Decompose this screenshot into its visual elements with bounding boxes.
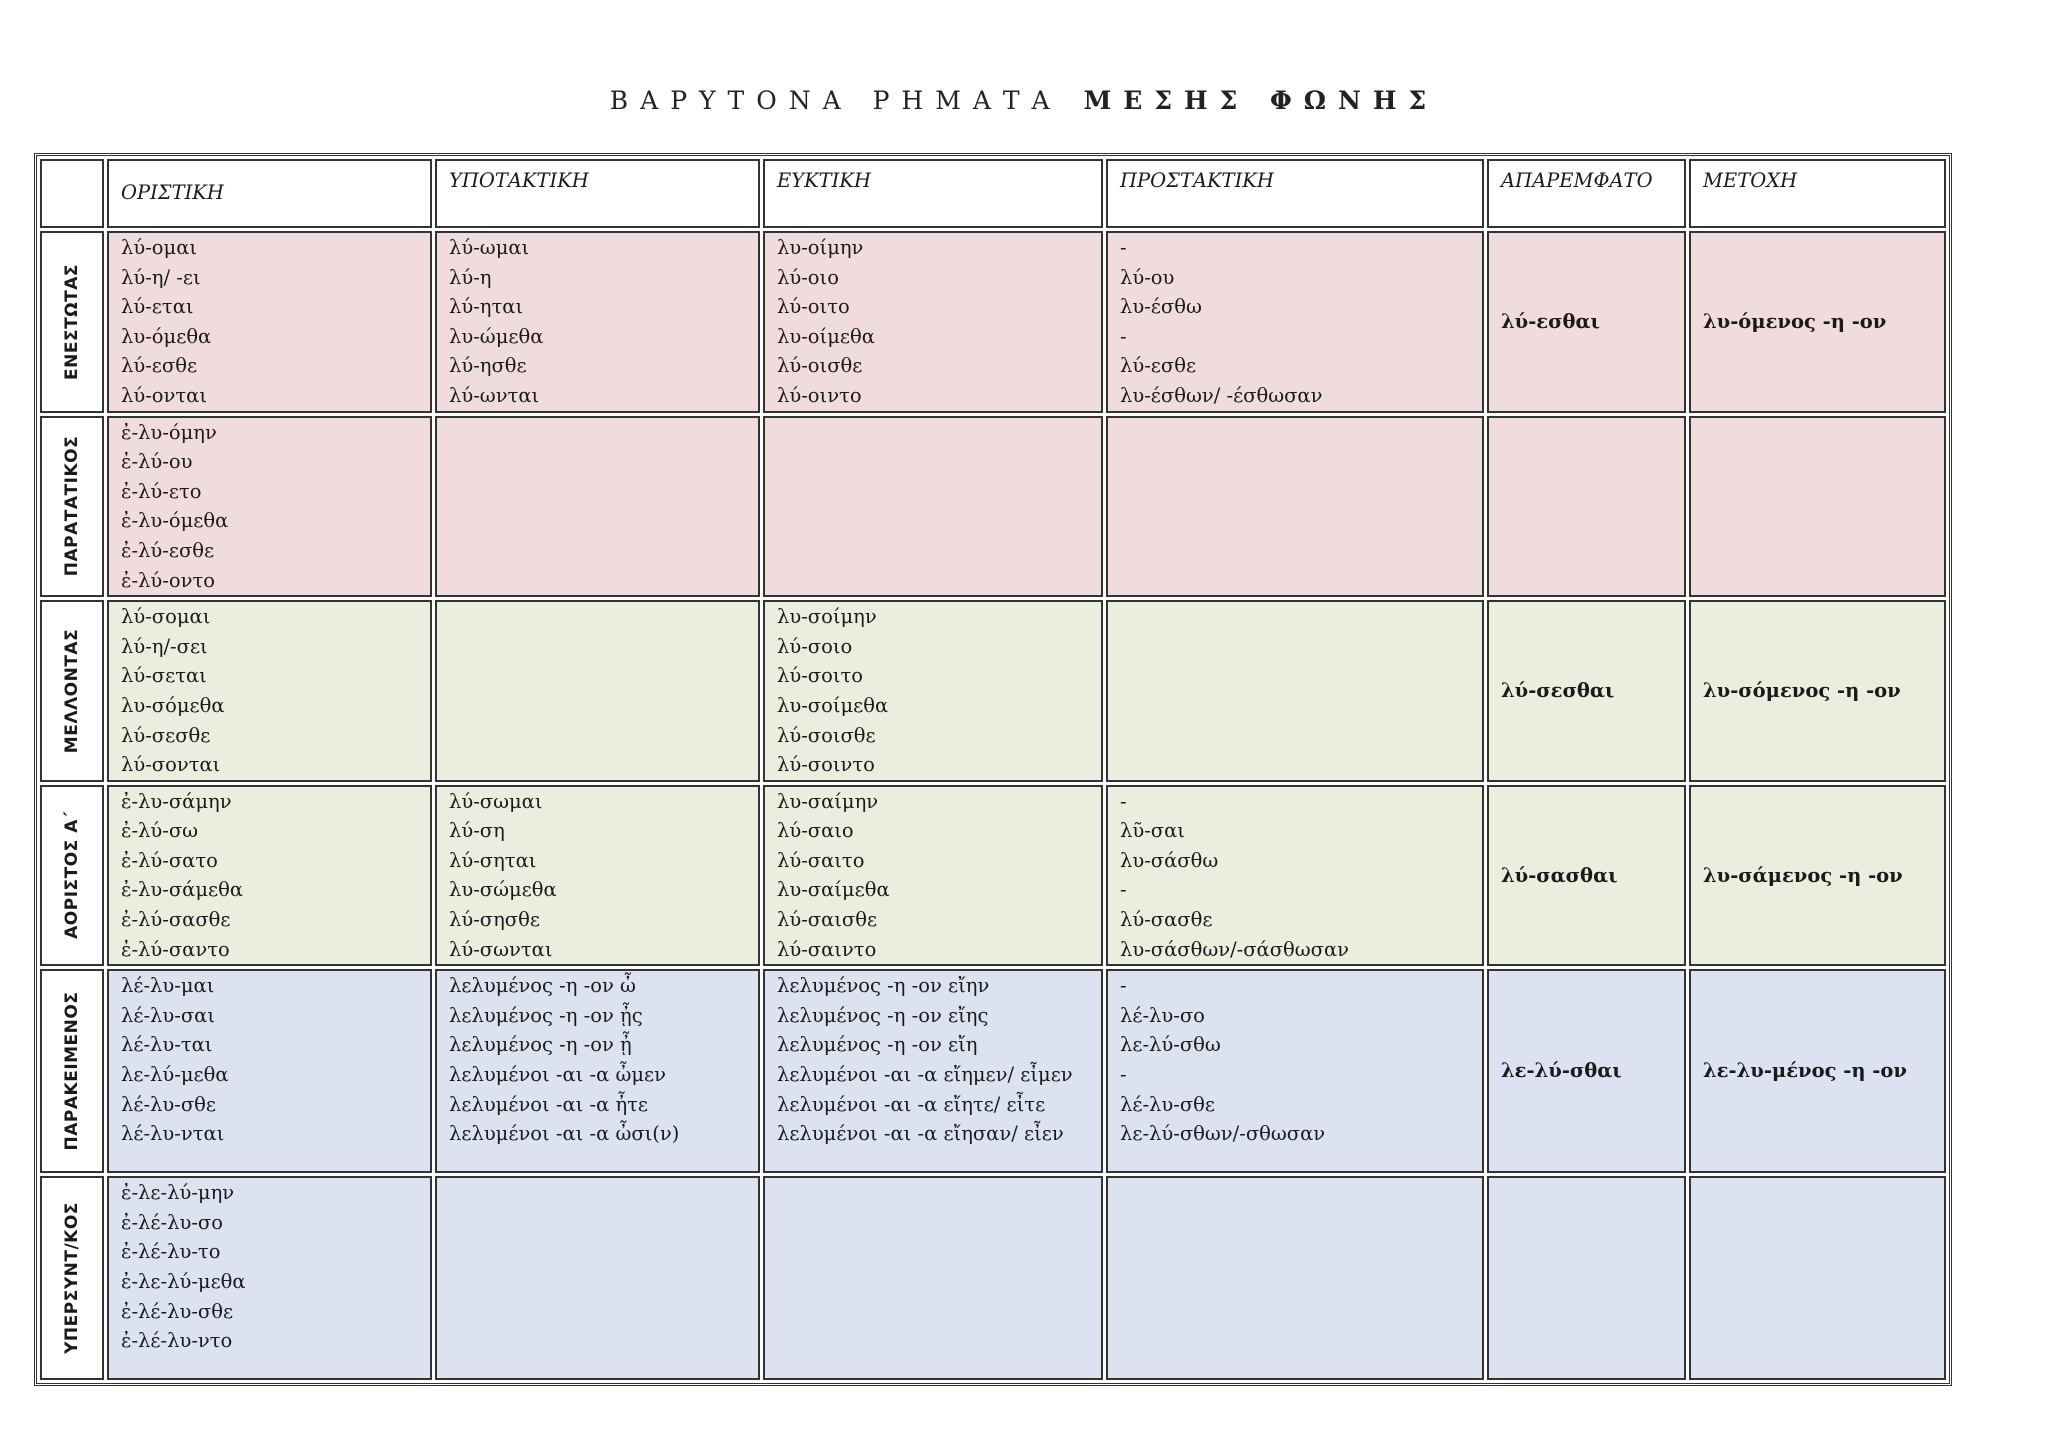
tense-label-cell xyxy=(40,231,104,413)
form-line: λύ-σαιο xyxy=(777,819,854,843)
form-line: λυ-σόμεθα xyxy=(121,693,225,717)
form-value: λύ-εσθαι xyxy=(1501,309,1600,333)
form-line: λύ-ου xyxy=(1120,265,1175,289)
form-line: λε-λύ-σθων/-σθωσαν xyxy=(1120,1122,1326,1146)
cell-euktiki xyxy=(763,969,1103,1173)
form-line: λελυμένος -η -ον ὦ xyxy=(449,974,636,998)
cell-oristiki xyxy=(107,785,432,967)
form-line: λύ-σησθε xyxy=(449,908,540,932)
form-line: λελυμένος -η -ον ᾖ xyxy=(449,1033,632,1057)
form-value: λυ-όμενος -η -ον xyxy=(1703,309,1887,333)
cell-ypotaktiki xyxy=(435,785,760,967)
form-line: λύ-σωνται xyxy=(449,937,553,961)
form-line: λύ-σεται xyxy=(121,664,207,688)
form-line: λύ-ηται xyxy=(449,295,524,319)
cell-ypotaktiki xyxy=(435,600,760,782)
cell-oristiki xyxy=(107,969,432,1173)
form-line: λυ-σοίμην xyxy=(777,605,877,629)
tense-label: ΥΠΕΡΣΥΝΤ/ΚΟΣ xyxy=(62,1202,82,1355)
form-line: - xyxy=(1120,324,1127,348)
cell-euktiki xyxy=(763,600,1103,782)
form-line: ἐ-λύ-ου xyxy=(121,450,193,474)
form-line: λύ-οιτο xyxy=(777,295,850,319)
form-line: λελυμένος -η -ον ᾖς xyxy=(449,1003,643,1027)
form-line: λύ-εσθε xyxy=(121,354,198,378)
form-line: - xyxy=(1120,236,1127,259)
form-line: λυ-ώμεθα xyxy=(449,324,544,348)
form-line: ἐ-λέ-λυ-σο xyxy=(121,1210,223,1234)
form-line: λυ-σοίμεθα xyxy=(777,693,889,717)
form-line: ἐ-λύ-σασθε xyxy=(121,908,231,932)
tense-row xyxy=(40,231,1946,413)
form-line: λυ-σάσθω xyxy=(1120,848,1219,872)
form-line: λυ-έσθω xyxy=(1120,295,1202,319)
tense-row xyxy=(40,600,1946,782)
form-line: λε-λύ-μεθα xyxy=(121,1063,229,1087)
form-line: λύ-σασθε xyxy=(1120,908,1213,932)
form-line: λύ-σαισθε xyxy=(777,908,878,932)
cell-euktiki xyxy=(763,1176,1103,1380)
form-line: λύ-η/ -ει xyxy=(121,265,201,289)
cell-aparemfato xyxy=(1487,785,1686,967)
page-title xyxy=(0,86,2048,115)
cell-aparemfato xyxy=(1487,416,1686,598)
table-body xyxy=(40,231,1946,1380)
form-line: λύ-οιντο xyxy=(777,383,862,407)
form-line: λύ-σωμαι xyxy=(449,789,543,813)
form-line: λέ-λυ-ται xyxy=(121,1033,213,1057)
tense-label-cell xyxy=(40,1176,104,1380)
cell-ypotaktiki xyxy=(435,231,760,413)
form-line: ἐ-λύ-σω xyxy=(121,819,199,843)
form-line: ἐ-λύ-σαντο xyxy=(121,937,230,961)
form-line: λελυμένοι -αι -α ὦσι(ν) xyxy=(449,1122,680,1146)
cell-prostaktiki xyxy=(1106,785,1484,967)
form-line: λε-λύ-σθω xyxy=(1120,1033,1221,1057)
form-line: λελυμένοι -αι -α εἴημεν/ εἶμεν xyxy=(777,1063,1073,1087)
cell-oristiki xyxy=(107,416,432,598)
form-value: λε-λυ-μένος -η -ον xyxy=(1703,1059,1907,1083)
form-line: ἐ-λύ-οντο xyxy=(121,568,215,592)
form-line: ἐ-λύ-εσθε xyxy=(121,538,215,562)
tense-label: ΕΝΕΣΤΩΤΑΣ xyxy=(62,263,82,380)
cell-oristiki xyxy=(107,231,432,413)
form-line: λυ-έσθων/ -έσθωσαν xyxy=(1120,383,1323,407)
form-line: ἐ-λε-λύ-μην xyxy=(121,1181,235,1205)
tense-label: ΠΑΡΑΚΕΙΜΕΝΟΣ xyxy=(62,991,82,1151)
form-line: ἐ-λε-λύ-μεθα xyxy=(121,1270,246,1294)
cell-prostaktiki xyxy=(1106,231,1484,413)
cell-prostaktiki xyxy=(1106,969,1484,1173)
form-line: λύ-σοιο xyxy=(777,634,853,658)
form-line: λύ-σονται xyxy=(121,753,221,777)
form-line: ἐ-λύ-σατο xyxy=(121,848,218,872)
tense-row xyxy=(40,1176,1946,1380)
form-line: λέ-λυ-νται xyxy=(121,1122,225,1146)
form-line: λύ-σοιντο xyxy=(777,753,875,777)
form-line: λύ-εσθε xyxy=(1120,354,1197,378)
tense-label-cell xyxy=(40,416,104,598)
cell-euktiki xyxy=(763,231,1103,413)
cell-euktiki xyxy=(763,416,1103,598)
form-line: λύ-σεσθε xyxy=(121,723,211,747)
cell-metoxi xyxy=(1689,600,1946,782)
form-line: λῦ-σαι xyxy=(1120,819,1185,843)
form-line: ἐ-λυ-όμην xyxy=(121,420,217,444)
cell-oristiki xyxy=(107,1176,432,1380)
form-line: λύ-σοιτο xyxy=(777,664,864,688)
tense-row xyxy=(40,969,1946,1173)
form-line: ἐ-λυ-σάμην xyxy=(121,789,232,813)
form-line: λέ-λυ-σαι xyxy=(121,1003,215,1027)
form-line: λύ-ωμαι xyxy=(449,236,530,259)
form-line: λυ-οίμεθα xyxy=(777,324,875,348)
form-line: λυ-σάσθων/-σάσθωσαν xyxy=(1120,937,1350,961)
cell-metoxi xyxy=(1689,231,1946,413)
tense-label: ΜΕΛΛΟΝΤΑΣ xyxy=(62,628,82,754)
corner-cell xyxy=(40,159,104,228)
form-value: λυ-σάμενος -η -ον xyxy=(1703,863,1903,887)
header-euktiki: ΕΥΚΤΙΚΗ xyxy=(763,159,1103,228)
form-line: λελυμένοι -αι -α εἴητε/ εἶτε xyxy=(777,1092,1046,1116)
form-line: λύ-η xyxy=(449,265,492,289)
tense-row xyxy=(40,416,1946,598)
form-value: λε-λύ-σθαι xyxy=(1501,1059,1622,1083)
form-value: λύ-σεσθαι xyxy=(1501,679,1615,703)
cell-ypotaktiki xyxy=(435,1176,760,1380)
cell-prostaktiki xyxy=(1106,600,1484,782)
form-line: λυ-σαίμεθα xyxy=(777,878,890,902)
form-line: λύ-οιο xyxy=(777,265,839,289)
tense-label-cell xyxy=(40,785,104,967)
cell-ypotaktiki xyxy=(435,416,760,598)
form-line: λέ-λυ-σθε xyxy=(121,1092,217,1116)
header-metoxi: ΜΕΤΟΧΗ xyxy=(1689,159,1946,228)
tense-label: ΑΟΡΙΣΤΟΣ Α΄ xyxy=(62,811,82,940)
form-line: λελυμένος -η -ον εἴης xyxy=(777,1003,989,1027)
form-line: λύ-σαιντο xyxy=(777,937,877,961)
form-line: ἐ-λέ-λυ-σθε xyxy=(121,1299,234,1323)
form-line: λέ-λυ-μαι xyxy=(121,974,215,998)
form-line: λυ-σαίμην xyxy=(777,789,879,813)
form-line: - xyxy=(1120,974,1127,998)
form-line: λελυμένοι -αι -α ἦτε xyxy=(449,1092,649,1116)
conjugation-table-frame xyxy=(34,153,1952,1386)
form-line: λύ-ομαι xyxy=(121,236,198,259)
form-line: λύ-οισθε xyxy=(777,354,863,378)
form-line: λέ-λυ-σο xyxy=(1120,1003,1205,1027)
form-line: ἐ-λύ-ετο xyxy=(121,479,202,503)
form-line: λελυμένοι -αι -α ὦμεν xyxy=(449,1063,666,1087)
cell-aparemfato xyxy=(1487,600,1686,782)
form-value: λυ-σόμενος -η -ον xyxy=(1703,679,1901,703)
cell-ypotaktiki xyxy=(435,969,760,1173)
form-line: λύ-σοισθε xyxy=(777,723,876,747)
header-oristiki: ΟΡΙΣΤΙΚΗ xyxy=(107,159,432,228)
header-aparemfato: ΑΠΑΡΕΜΦΑΤΟ xyxy=(1487,159,1686,228)
conjugation-table xyxy=(37,156,1949,1383)
cell-metoxi xyxy=(1689,785,1946,967)
cell-metoxi xyxy=(1689,1176,1946,1380)
title-part1: ΒΑΡΥΤΟΝΑ ΡΗΜΑΤΑ xyxy=(609,86,1062,115)
header-prostaktiki: ΠΡΟΣΤΑΚΤΙΚΗ xyxy=(1106,159,1484,228)
cell-metoxi xyxy=(1689,969,1946,1173)
form-line: λυ-όμεθα xyxy=(121,324,212,348)
tense-label-cell xyxy=(40,600,104,782)
cell-prostaktiki xyxy=(1106,1176,1484,1380)
form-line: λυ-σώμεθα xyxy=(449,878,557,902)
tense-label: ΠΑΡΑΤΑΤΙΚΟΣ xyxy=(62,436,82,577)
form-line: λέ-λυ-σθε xyxy=(1120,1092,1216,1116)
title-part2: ΜΕΣΗΣ ΦΩΝΗΣ xyxy=(1083,86,1439,115)
cell-oristiki xyxy=(107,600,432,782)
form-line: λύ-σηται xyxy=(449,848,537,872)
form-line: λελυμένος -η -ον εἴη xyxy=(777,1033,978,1057)
form-value: λύ-σασθαι xyxy=(1501,863,1618,887)
form-line: - xyxy=(1120,878,1127,902)
form-line: λύ-ησθε xyxy=(449,354,527,378)
form-line: ἐ-λυ-σάμεθα xyxy=(121,878,244,902)
cell-prostaktiki xyxy=(1106,416,1484,598)
form-line: ἐ-λέ-λυ-το xyxy=(121,1240,221,1264)
cell-aparemfato xyxy=(1487,1176,1686,1380)
form-line: λύ-εται xyxy=(121,295,194,319)
form-line: ἐ-λέ-λυ-ντο xyxy=(121,1329,233,1353)
cell-metoxi xyxy=(1689,416,1946,598)
tense-label-cell xyxy=(40,969,104,1173)
cell-aparemfato xyxy=(1487,231,1686,413)
header-ypotaktiki: ΥΠΟΤΑΚΤΙΚΗ xyxy=(435,159,760,228)
tense-row xyxy=(40,785,1946,967)
form-line: ἐ-λυ-όμεθα xyxy=(121,509,229,533)
cell-euktiki xyxy=(763,785,1103,967)
form-line: λύ-σαιτο xyxy=(777,848,865,872)
form-line: λυ-οίμην xyxy=(777,236,864,259)
form-line: λύ-σομαι xyxy=(121,605,211,629)
form-line: - xyxy=(1120,1063,1127,1087)
form-line: λελυμένος -η -ον εἴην xyxy=(777,974,990,998)
header-row xyxy=(40,159,1946,228)
cell-aparemfato xyxy=(1487,969,1686,1173)
form-line: λελυμένοι -αι -α εἴησαν/ εἶεν xyxy=(777,1122,1064,1146)
form-line: - xyxy=(1120,789,1127,813)
form-line: λύ-ονται xyxy=(121,383,207,407)
form-line: λύ-ση xyxy=(449,819,505,843)
form-line: λύ-ωνται xyxy=(449,383,540,407)
form-line: λύ-η/-σει xyxy=(121,634,208,658)
